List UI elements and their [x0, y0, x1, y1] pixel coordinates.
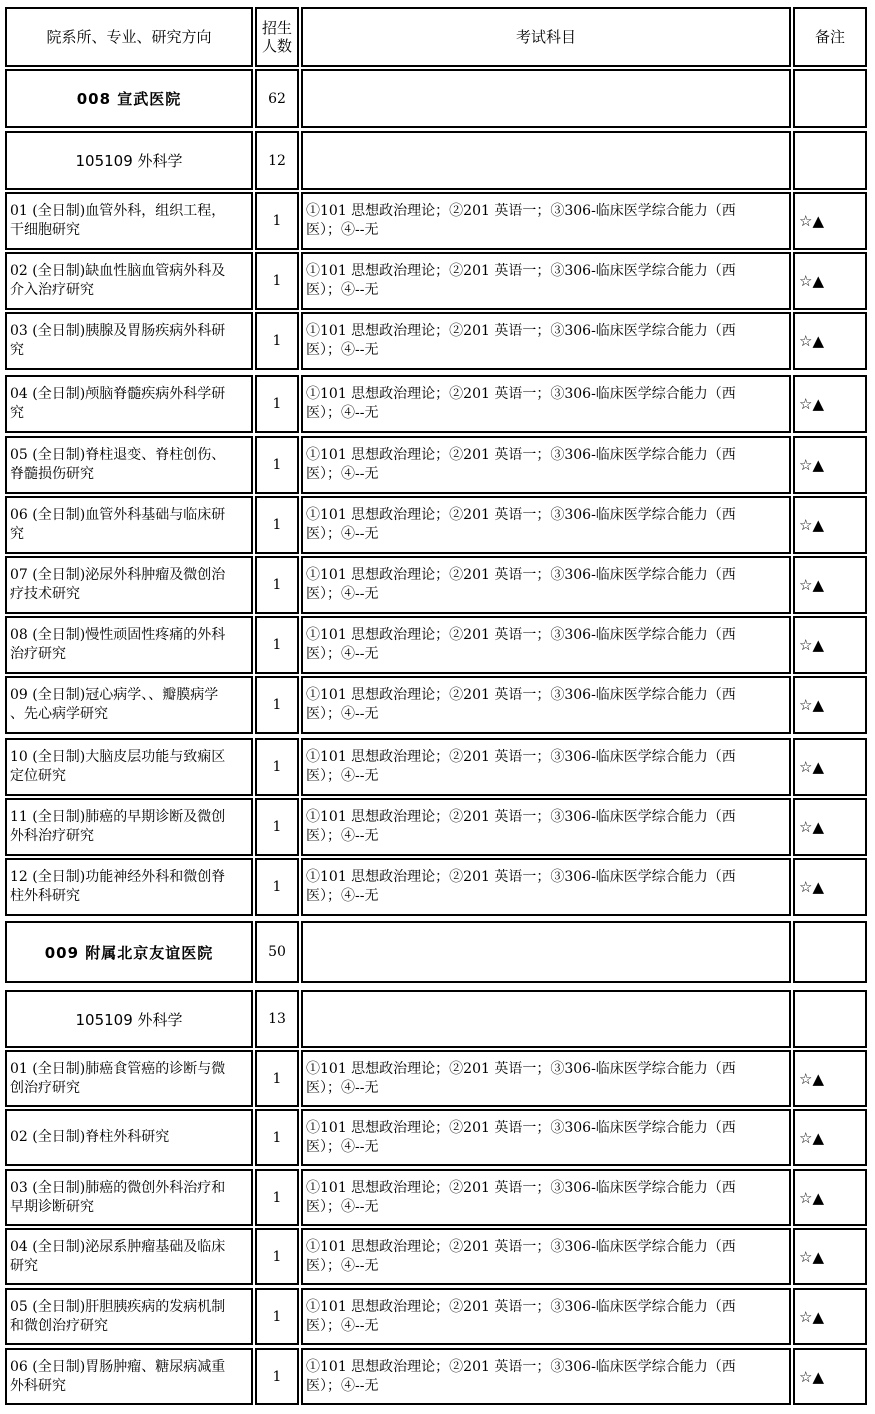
direction-name: [5, 556, 253, 614]
exam-subjects-text: [306, 262, 736, 300]
direction-name-line2: 究: [10, 526, 24, 542]
exam-subjects-line1: ①101 思想政治理论；②201 英语一；③306-临床医学综合能力（西: [306, 1238, 736, 1255]
exam-subjects: [301, 1288, 791, 1345]
direction-count-text: 1: [272, 273, 282, 289]
direction-name-line2: 外科研究: [10, 1377, 66, 1394]
exam-subjects-line1: ①101 思想政治理论；②201 英语一；③306-临床医学综合能力（西: [306, 386, 736, 402]
direction-count-text: 1: [272, 879, 282, 895]
direction-name: [5, 1050, 253, 1107]
note-marks: [793, 312, 867, 370]
direction-name: [5, 858, 253, 916]
direction-name-line2: 外科治疗研究: [10, 828, 94, 844]
exam-subjects-line2: 医）；④--无: [306, 1198, 379, 1215]
direction-count-text: 1: [272, 396, 282, 412]
note-marks-text: ☆▲: [799, 878, 824, 896]
direction-name-text: [10, 626, 225, 664]
dept-youyi-name-text: 009 附属北京友谊医院: [44, 943, 214, 962]
direction-name: [5, 496, 253, 554]
exam-subjects-line1: ①101 思想政治理论；②201 英语一；③306-临床医学综合能力（西: [306, 869, 736, 885]
exam-subjects-text: [306, 385, 736, 423]
header-count-text: [262, 19, 292, 55]
direction-count: [255, 192, 299, 250]
direction-count: [255, 1169, 299, 1226]
direction-name-text: [10, 566, 225, 604]
direction-count: [255, 676, 299, 734]
direction-name-line2: 早期诊断研究: [10, 1198, 94, 1215]
direction-name: [5, 738, 253, 796]
direction-count: [255, 312, 299, 370]
direction-name-text: [10, 1358, 225, 1396]
exam-subjects: [301, 616, 791, 674]
direction-name-text: [10, 1179, 225, 1217]
direction-name-line2: 脊髓损伤研究: [10, 466, 94, 482]
exam-subjects-text: [306, 626, 736, 664]
note-marks-text: ☆▲: [799, 818, 824, 836]
major-surgery-youyi-exam-empty: [301, 990, 791, 1048]
direction-count-text: 1: [272, 1308, 282, 1325]
header-count: [255, 7, 299, 67]
exam-subjects: [301, 192, 791, 250]
header-exam-label: 考试科目: [515, 28, 576, 46]
direction-count-text: 1: [272, 333, 282, 349]
direction-name: [5, 252, 253, 310]
direction-name-text: [10, 385, 225, 423]
dept-youyi-count-text: 50: [268, 944, 286, 960]
exam-subjects: [301, 312, 791, 370]
direction-name-line1: 05 (全日制)脊柱退变、脊柱创伤、: [10, 447, 226, 463]
exam-subjects-line2: 医）；④--无: [306, 342, 379, 358]
dept-xuanwu-note-empty: [793, 69, 867, 128]
note-marks-text: ☆▲: [799, 212, 824, 230]
note-marks-text: ☆▲: [799, 456, 824, 474]
direction-name: [5, 1288, 253, 1345]
direction-name-line1: 02 (全日制)脊柱外科研究: [10, 1129, 170, 1145]
direction-name-text: [10, 868, 225, 906]
dept-youyi-note-empty: [793, 921, 867, 983]
direction-count-text: 1: [272, 819, 282, 835]
direction-count: [255, 1109, 299, 1166]
exam-subjects-line2: 医）；④--无: [306, 1257, 379, 1274]
exam-subjects-text: [306, 808, 736, 846]
direction-count: [255, 252, 299, 310]
exam-subjects-line2: 医）；④--无: [306, 1377, 379, 1394]
exam-subjects-line1: ①101 思想政治理论；②201 英语一；③306-临床医学综合能力（西: [306, 1179, 736, 1196]
direction-name: [5, 1348, 253, 1405]
exam-subjects-line1: ①101 思想政治理论；②201 英语一；③306-临床医学综合能力（西: [306, 447, 736, 463]
exam-subjects-text: [306, 1119, 736, 1157]
direction-count-text: 1: [272, 1070, 282, 1087]
direction-name-line2: 定位研究: [10, 768, 66, 784]
direction-count-text: 1: [272, 697, 282, 713]
exam-subjects-line2: 医）；④--无: [306, 706, 379, 722]
major-surgery-youyi-name: [5, 990, 253, 1048]
major-surgery-youyi-name-text: 105109 外科学: [75, 1010, 183, 1029]
exam-subjects-text: [306, 1060, 736, 1098]
direction-count: [255, 738, 299, 796]
direction-name: [5, 616, 253, 674]
dept-xuanwu-count: [255, 69, 299, 128]
direction-name-line1: 01 (全日制)血管外科，组织工程，: [10, 203, 226, 219]
direction-name-line1: 08 (全日制)慢性顽固性疼痛的外科: [10, 627, 226, 643]
major-surgery-xuanwu-count-text: 12: [268, 152, 286, 169]
direction-count-text: 1: [272, 457, 282, 473]
note-marks-text: ☆▲: [799, 395, 824, 413]
exam-subjects-text: [306, 1179, 736, 1217]
note-marks: [793, 1169, 867, 1226]
exam-subjects-line1: ①101 思想政治理论；②201 英语一；③306-临床医学综合能力（西: [306, 567, 736, 583]
exam-subjects-line2: 医）；④--无: [306, 1138, 379, 1155]
exam-subjects: [301, 252, 791, 310]
direction-name-text: [10, 686, 218, 724]
direction-count-text: 1: [272, 577, 282, 593]
direction-name: [5, 192, 253, 250]
exam-subjects-line1: ①101 思想政治理论；②201 英语一；③306-临床医学综合能力（西: [306, 687, 736, 703]
exam-subjects-line2: 医）；④--无: [306, 1079, 379, 1096]
direction-name: [5, 1109, 253, 1166]
exam-subjects-text: [306, 868, 736, 906]
exam-subjects-text: [306, 202, 736, 240]
direction-count-text: 1: [272, 213, 282, 229]
direction-name-line2: 究: [10, 342, 24, 358]
exam-subjects-line1: ①101 思想政治理论；②201 英语一；③306-临床医学综合能力（西: [306, 203, 736, 219]
exam-subjects: [301, 1228, 791, 1285]
direction-name-line1: 03 (全日制)胰腺及胃肠疾病外科研: [10, 323, 226, 339]
note-marks: [793, 1109, 867, 1166]
header-count-line1: 招生: [261, 19, 292, 37]
note-marks: [793, 436, 867, 494]
major-surgery-xuanwu-name: [5, 131, 253, 190]
exam-subjects-line2: 医）；④--无: [306, 768, 379, 784]
direction-name-text: [10, 748, 225, 786]
exam-subjects-text: [306, 446, 736, 484]
note-marks: [793, 192, 867, 250]
note-marks-text: ☆▲: [799, 758, 824, 776]
direction-count-text: 1: [272, 1368, 282, 1385]
exam-subjects-line2: 医）；④--无: [306, 526, 379, 542]
exam-subjects-line1: ①101 思想政治理论；②201 英语一；③306-临床医学综合能力（西: [306, 1358, 736, 1375]
exam-subjects-line1: ①101 思想政治理论；②201 英语一；③306-临床医学综合能力（西: [306, 627, 736, 643]
exam-subjects: [301, 1050, 791, 1107]
direction-name-line2: 柱外科研究: [10, 888, 80, 904]
major-surgery-xuanwu-name-text: 105109 外科学: [75, 152, 183, 170]
dept-xuanwu-exam-empty: [301, 69, 791, 128]
direction-name-line1: 06 (全日制)胃肠肿瘤、糖尿病减重: [10, 1358, 226, 1375]
dept-xuanwu-name-text: 008 宣武医院: [76, 90, 182, 108]
note-marks: [793, 798, 867, 856]
note-marks-text: ☆▲: [799, 696, 824, 714]
exam-subjects: [301, 1169, 791, 1226]
direction-name: [5, 312, 253, 370]
exam-subjects-line1: ①101 思想政治理论；②201 英语一；③306-临床医学综合能力（西: [306, 1298, 736, 1315]
direction-count-text: 1: [272, 517, 282, 533]
exam-subjects: [301, 1109, 791, 1166]
note-marks-text: ☆▲: [799, 1128, 824, 1147]
direction-count-text: 1: [272, 1189, 282, 1206]
direction-name: [5, 676, 253, 734]
direction-count: [255, 798, 299, 856]
exam-subjects-text: [306, 1358, 736, 1396]
major-surgery-xuanwu-note-empty: [793, 131, 867, 190]
direction-count-text: 1: [272, 759, 282, 775]
note-marks: [793, 556, 867, 614]
exam-subjects-line1: ①101 思想政治理论；②201 英语一；③306-临床医学综合能力（西: [306, 809, 736, 825]
direction-count-text: 1: [272, 1129, 282, 1146]
note-marks: [793, 616, 867, 674]
direction-name-text: [10, 262, 225, 300]
direction-name: [5, 436, 253, 494]
major-surgery-xuanwu-exam-empty: [301, 131, 791, 190]
exam-subjects: [301, 375, 791, 433]
exam-subjects-line2: 医）；④--无: [306, 646, 379, 662]
note-marks: [793, 1348, 867, 1405]
exam-subjects-text: [306, 322, 736, 360]
exam-subjects-line2: 医）；④--无: [306, 828, 379, 844]
direction-count: [255, 1348, 299, 1405]
exam-subjects-line2: 医）；④--无: [306, 405, 379, 421]
direction-name-text: [10, 446, 225, 484]
dept-youyi-name: [5, 921, 253, 983]
direction-name-text: [10, 1128, 169, 1147]
direction-name-line1: 04 (全日制)颅脑脊髓疾病外科学研: [10, 386, 226, 402]
direction-name-line2: 创治疗研究: [10, 1079, 80, 1096]
note-marks-text: ☆▲: [799, 1188, 824, 1207]
exam-subjects: [301, 798, 791, 856]
note-marks-text: ☆▲: [799, 1367, 824, 1386]
direction-name: [5, 1228, 253, 1285]
exam-subjects-text: [306, 748, 736, 786]
direction-name-line1: 05 (全日制)肝胆胰疾病的发病机制: [10, 1298, 226, 1315]
exam-subjects: [301, 858, 791, 916]
direction-name-line2: 疗技术研究: [10, 586, 80, 602]
exam-subjects-line2: 医）；④--无: [306, 586, 379, 602]
direction-count: [255, 496, 299, 554]
exam-subjects-line2: 医）；④--无: [306, 466, 379, 482]
direction-count: [255, 616, 299, 674]
exam-subjects-text: [306, 686, 736, 724]
exam-subjects-line1: ①101 思想政治理论；②201 英语一；③306-临床医学综合能力（西: [306, 507, 736, 523]
exam-subjects-text: [306, 506, 736, 544]
direction-name-line1: 02 (全日制)缺血性脑血管病外科及: [10, 263, 226, 279]
direction-name-line2: 研究: [10, 1257, 38, 1274]
direction-name-line2: 究: [10, 405, 24, 421]
direction-name-line2: 、先心病学研究: [10, 706, 108, 722]
exam-subjects-line1: ①101 思想政治理论；②201 英语一；③306-临床医学综合能力（西: [306, 323, 736, 339]
note-marks: [793, 375, 867, 433]
note-marks-text: ☆▲: [799, 332, 824, 350]
exam-subjects-line1: ①101 思想政治理论；②201 英语一；③306-临床医学综合能力（西: [306, 1060, 736, 1077]
exam-subjects: [301, 676, 791, 734]
exam-subjects-line1: ①101 思想政治理论；②201 英语一；③306-临床医学综合能力（西: [306, 1119, 736, 1136]
dept-xuanwu-name: [5, 69, 253, 128]
direction-count: [255, 1050, 299, 1107]
direction-name-text: [10, 1060, 225, 1098]
dept-xuanwu-count-text: 62: [268, 90, 286, 107]
exam-subjects-text: [306, 1298, 736, 1336]
header-exam: [301, 7, 791, 67]
note-marks: [793, 1228, 867, 1285]
note-marks: [793, 1288, 867, 1345]
direction-name: [5, 1169, 253, 1226]
exam-subjects: [301, 556, 791, 614]
note-marks: [793, 1050, 867, 1107]
direction-name-text: [10, 808, 225, 846]
direction-name-line2: 和微创治疗研究: [10, 1317, 108, 1334]
header-count-line2: 人数: [261, 37, 292, 55]
direction-name-line1: 04 (全日制)泌尿系肿瘤基础及临床: [10, 1238, 226, 1255]
exam-subjects: [301, 738, 791, 796]
dept-youyi-count: [255, 921, 299, 983]
note-marks-text: ☆▲: [799, 516, 824, 534]
note-marks: [793, 858, 867, 916]
exam-subjects: [301, 436, 791, 494]
direction-name-text: [10, 1238, 225, 1276]
exam-subjects-line2: 医）；④--无: [306, 888, 379, 904]
exam-subjects-text: [306, 1238, 736, 1276]
note-marks-text: ☆▲: [799, 576, 824, 594]
direction-count: [255, 1228, 299, 1285]
dept-youyi-exam-empty: [301, 921, 791, 983]
major-surgery-youyi-note-empty: [793, 990, 867, 1048]
major-surgery-youyi-count: [255, 990, 299, 1048]
direction-name-line2: 治疗研究: [10, 646, 66, 662]
exam-subjects: [301, 496, 791, 554]
exam-subjects-line2: 医）；④--无: [306, 1317, 379, 1334]
exam-subjects-text: [306, 566, 736, 604]
direction-name-line2: 介入治疗研究: [10, 282, 94, 298]
direction-name-text: [10, 506, 225, 544]
direction-count: [255, 375, 299, 433]
exam-subjects-line2: 医）；④--无: [306, 282, 379, 298]
direction-name-text: [10, 322, 225, 360]
header-direction: [5, 7, 253, 67]
note-marks-text: ☆▲: [799, 636, 824, 654]
direction-name-text: [10, 1298, 225, 1336]
note-marks-text: ☆▲: [799, 1247, 824, 1266]
direction-name: [5, 375, 253, 433]
direction-name-line1: 12 (全日制)功能神经外科和微创脊: [10, 869, 226, 885]
exam-subjects-line1: ①101 思想政治理论；②201 英语一；③306-临床医学综合能力（西: [306, 263, 736, 279]
exam-subjects-line2: 医）；④--无: [306, 222, 379, 238]
note-marks-text: ☆▲: [799, 272, 824, 290]
note-marks-text: ☆▲: [799, 1069, 824, 1088]
header-note-label: 备注: [814, 28, 845, 46]
direction-name-line2: 干细胞研究: [10, 222, 80, 238]
direction-name-line1: 10 (全日制)大脑皮层功能与致痫区: [10, 749, 226, 765]
direction-count-text: 1: [272, 637, 282, 653]
header-direction-label: 院系所、专业、研究方向: [46, 28, 212, 46]
direction-count-text: 1: [272, 1248, 282, 1265]
direction-name-text: [10, 202, 225, 240]
exam-subjects-line1: ①101 思想政治理论；②201 英语一；③306-临床医学综合能力（西: [306, 749, 736, 765]
note-marks: [793, 676, 867, 734]
direction-count: [255, 436, 299, 494]
direction-name-line1: 07 (全日制)泌尿外科肿瘤及微创治: [10, 567, 226, 583]
note-marks: [793, 252, 867, 310]
exam-subjects: [301, 1348, 791, 1405]
direction-name-line1: 11 (全日制)肺癌的早期诊断及微创: [10, 809, 226, 825]
direction-count: [255, 556, 299, 614]
note-marks: [793, 738, 867, 796]
direction-name-line1: 03 (全日制)肺癌的微创外科治疗和: [10, 1179, 226, 1196]
header-note: [793, 7, 867, 67]
direction-name: [5, 798, 253, 856]
direction-name-line1: 01 (全日制)肺癌食管癌的诊断与微: [10, 1060, 226, 1077]
note-marks-text: ☆▲: [799, 1307, 824, 1326]
major-surgery-youyi-count-text: 13: [268, 1011, 286, 1027]
direction-name-line1: 09 (全日制)冠心病学、、瓣膜病学: [10, 687, 219, 703]
note-marks: [793, 496, 867, 554]
direction-count: [255, 1288, 299, 1345]
direction-count: [255, 858, 299, 916]
direction-name-line1: 06 (全日制)血管外科基础与临床研: [10, 507, 226, 523]
major-surgery-xuanwu-count: [255, 131, 299, 190]
